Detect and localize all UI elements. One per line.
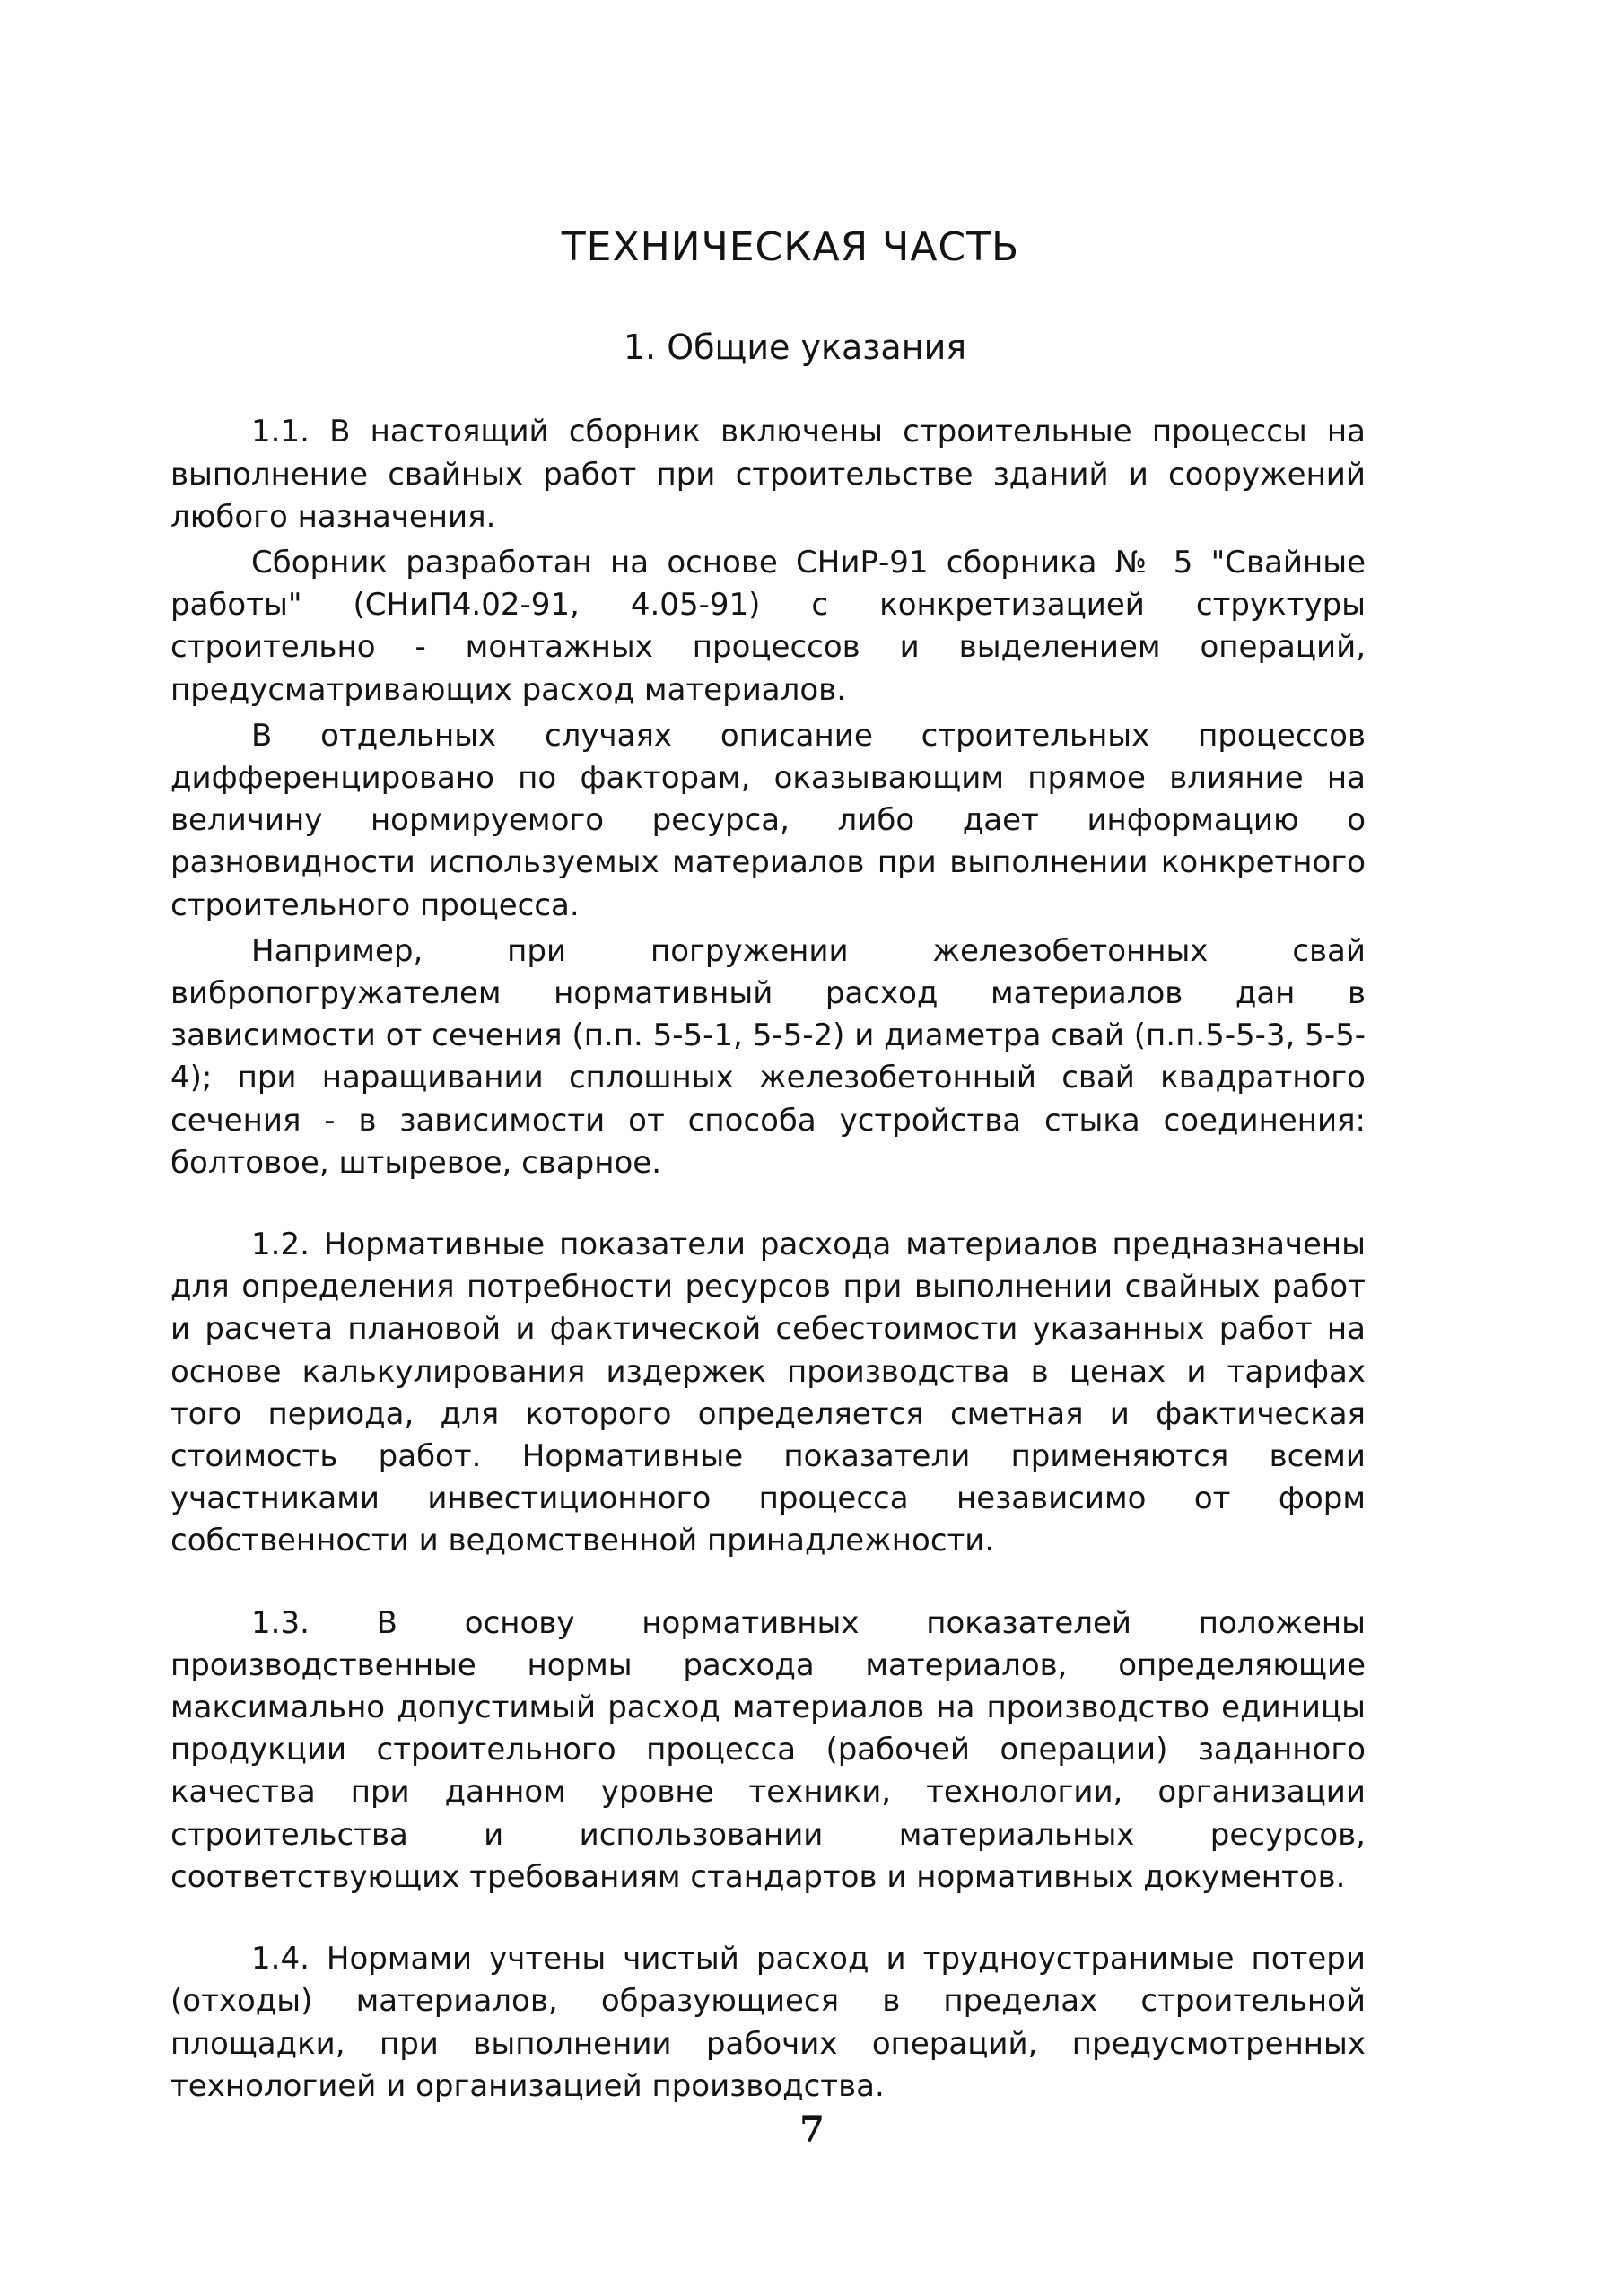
paragraph-1-4: 1.4. Нормами учтены чистый расход и трудноустранимые потери (отходы) материалов, образующиеся в пределах строительной площадки, при выполнении рабочих операций, предусмотренных технологией и организацией производства. bbox=[170, 1941, 1366, 2104]
paragraph-1-2: 1.2. Нормативные показатели расхода материалов предназначены для определения потребности ресурсов при выполнении свайных работ и расчета плановой и фактической себестоимости указанных работ на основе калькулирования издержек производства в ценах и тарифах того периода, для которого определяется сметная и фактическая стоимость работ. Нормативные показатели применяются всеми участниками инвестиционного процесса независимо от форм собственности и ведомственной принадлежности. bbox=[170, 1227, 1366, 1559]
section-heading: 1. Общие указания bbox=[623, 327, 967, 367]
paragraph-1-1-example: Например, при погружении железобетонных свай вибропогружателем нормативный расход материалов дан в зависимости от сечения (п.п. 5-5-1, 5-5-2) и диаметра свай (п.п.5-5-3, 5-5-4); при наращивании сплошных железобетонный свай квадратного сечения - в зависимости от способа устройства стыка соединения: болтовое, штыревое, сварное. bbox=[170, 932, 1366, 1181]
paragraph-1-3: 1.3. В основу нормативных показателей положены производственные нормы расхода материалов, определяющие максимально допустимый расход материалов на производство единицы продукции строительного процесса (рабочей операции) заданного качества при данном уровне техники, технологии, организации строительства и использовании материальных ресурсов, соответствующих требованиям стандартов и нормативных документов. bbox=[170, 1604, 1366, 1895]
page-number: 7 bbox=[799, 2109, 825, 2151]
paragraph-1-1-basis: Сборник разработан на основе СНиР-91 сборника № 5 "Свайные работы" (СНиП4.02-91, 4.05-91) с конкретизацией структуры строительно - монтажных процессов и выделением операций, предусматривающих расход материалов. bbox=[170, 545, 1366, 708]
paragraph-1-1: 1.1. В настоящий сборник включены строительные процессы на выполнение свайных работ при строительстве зданий и сооружений любого назначения. bbox=[170, 414, 1366, 535]
document-page bbox=[170, 224, 1366, 2108]
document-title: ТЕХНИЧЕСКАЯ ЧАСТЬ bbox=[561, 224, 1020, 270]
paragraph-1-1-differentiation: В отдельных случаях описание строительных процессов дифференцировано по факторам, оказывающим прямое влияние на величину нормируемого ресурса, либо дает информацию о разновидности используемых материалов при выполнении конкретного строительного процесса. bbox=[170, 717, 1366, 923]
